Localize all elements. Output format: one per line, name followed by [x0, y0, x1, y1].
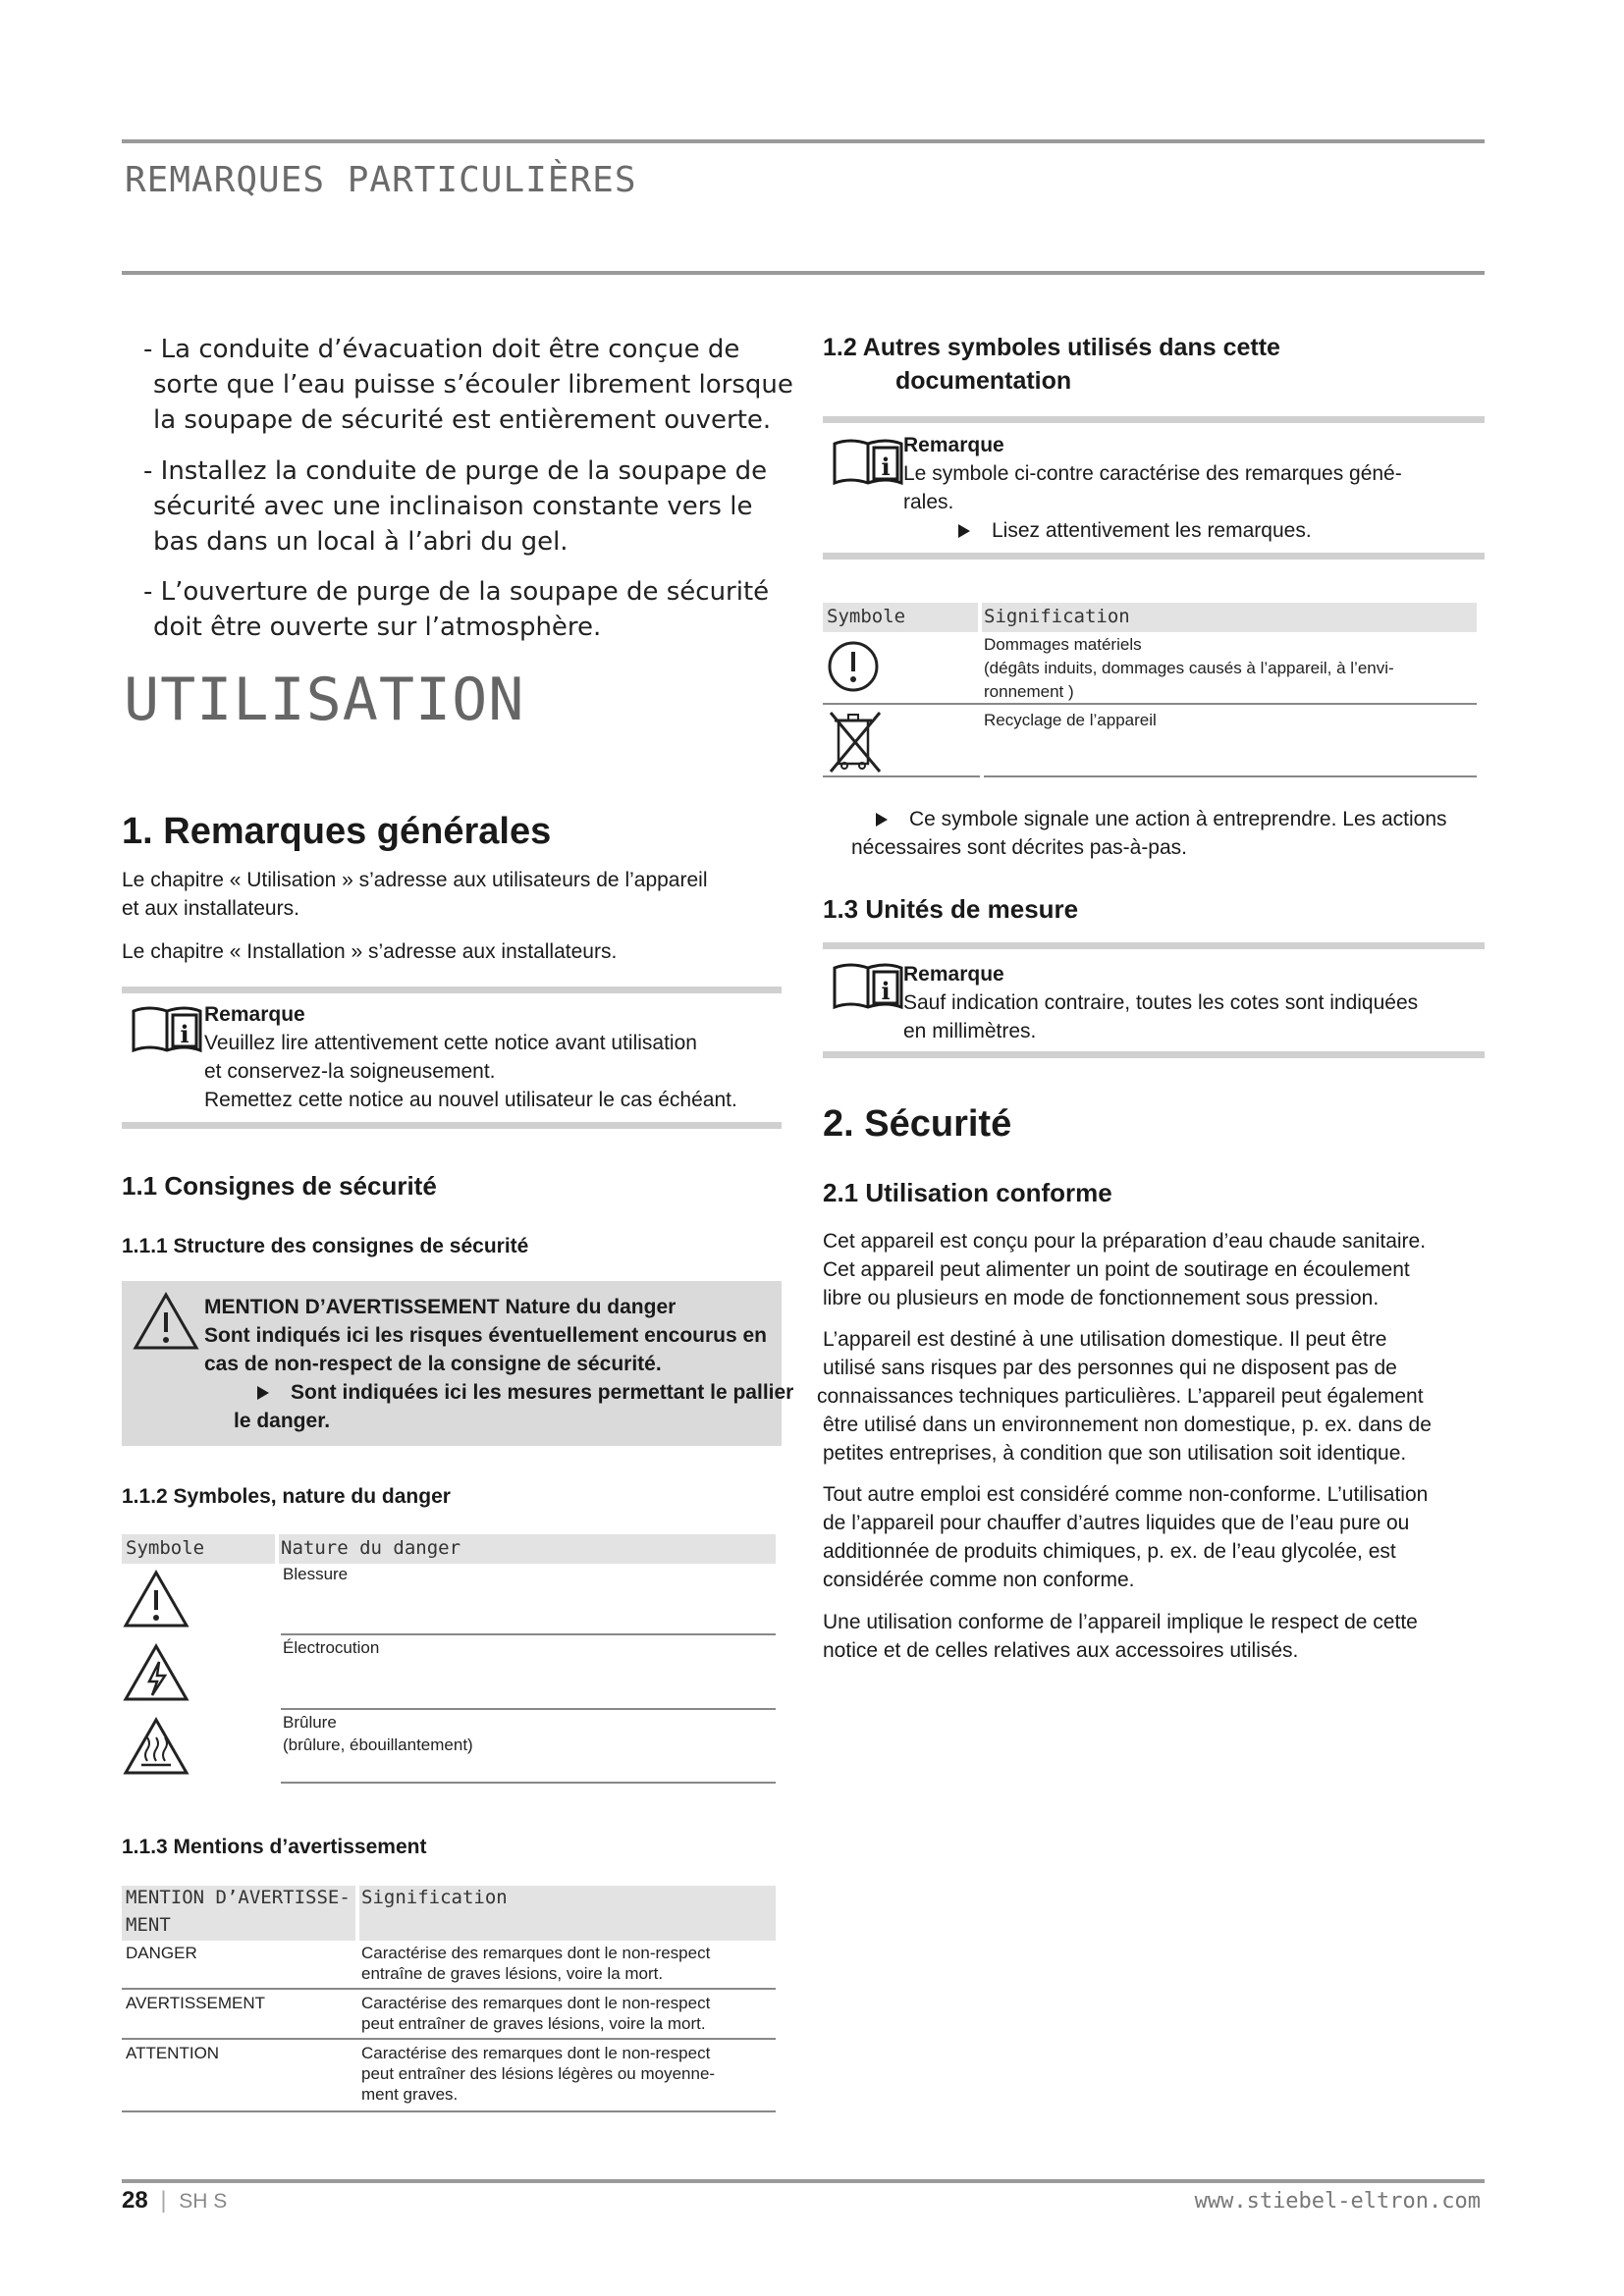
paragraph-line: Tout autre emploi est considéré comme non-conforme. L’utilisation [823, 1483, 1429, 1506]
bullet-line-6: bas dans un local à l’abri du gel. [153, 527, 568, 557]
paragraph-line: utilisé sans risques par des personnes qui ne disposent pas de [823, 1357, 1397, 1379]
note-line: Le symbole ci-contre caractérise des remarques géné- [903, 462, 1402, 485]
note-line: Remettez cette notice au nouvel utilisateur le cas échéant. [204, 1089, 737, 1111]
note-line: en millimètres. [903, 1020, 1037, 1042]
note-bottom-bar [122, 1122, 782, 1129]
svg-text:i: i [881, 977, 891, 1005]
heading-utilisation-conforme: 2.1 Utilisation conforme [823, 1178, 1112, 1207]
note-line: rales. [903, 491, 954, 513]
header-top-rule [122, 139, 1485, 143]
table-row-divider [823, 775, 980, 777]
warning-line: Sont indiqués ici les risques éventuellement encourus en [204, 1324, 767, 1347]
paragraph-line: Cet appareil peut alimenter un point de soutirage en écoulement [823, 1258, 1410, 1281]
paragraph-line: libre ou plusieurs en mode de fonctionnement sous pression. [823, 1287, 1380, 1309]
note-line: Veuillez lire attentivement cette notice avant utilisation [204, 1032, 697, 1054]
table-cell: Caractérise des remarques dont le non-respect [361, 1994, 711, 2012]
table-header-cell: Symbole [827, 606, 906, 627]
note-line: Sauf indication contraire, toutes les cotes sont indiquées [903, 991, 1419, 1014]
warning-action-line: Sont indiquées ici les mesures permettant le pallier [257, 1378, 793, 1407]
action-arrow-icon [876, 813, 888, 827]
warning-icon [132, 1291, 200, 1352]
paragraph-line: Le chapitre « Installation » s’adresse aux installateurs. [122, 940, 618, 963]
table-row-divider [122, 2110, 776, 2112]
utilisation-title: UTILISATION [124, 666, 525, 734]
table-cell: (dégâts induits, dommages causés à l’appareil, à l’envi- [984, 659, 1394, 677]
footer-separator: | [160, 2187, 167, 2214]
heading-unites-mesure: 1.3 Unités de mesure [823, 894, 1079, 924]
note-top-bar [823, 942, 1485, 949]
table-row-divider [281, 1782, 776, 1784]
header-bottom-rule [122, 271, 1485, 275]
table-cell: (brûlure, ébouillantement) [283, 1735, 473, 1754]
paragraph-line: et aux installateurs. [122, 897, 299, 920]
table-cell: Brûlure [283, 1713, 337, 1732]
table-row-divider [984, 775, 1477, 777]
bullet-line-8: doit être ouverte sur l’atmosphère. [153, 613, 602, 642]
page-number: 28 [122, 2187, 148, 2214]
table-cell: AVERTISSEMENT [126, 1994, 266, 2012]
bullet-line-7: - L’ouverture de purge de la soupape de sécurité [143, 577, 770, 607]
paragraph-line: nécessaires sont décrites pas-à-pas. [851, 836, 1187, 859]
paragraph-line: Une utilisation conforme de l’appareil implique le respect de cette [823, 1611, 1418, 1633]
heading-securite: 2. Sécurité [823, 1103, 1012, 1145]
table-cell: Blessure [283, 1565, 349, 1583]
heading-autres-symboles: 1.2 Autres symboles utilisés dans cette [823, 334, 1280, 361]
paragraph-line: petites entreprises, à condition que son utilisation soit identique. [823, 1442, 1407, 1465]
paragraph-line: additionnée de produits chimiques, p. ex. de l’eau glycolée, est [823, 1540, 1396, 1563]
info-book-icon [831, 958, 905, 1013]
note-title: Remarque [903, 434, 1004, 456]
table-row-divider [281, 1633, 776, 1635]
paragraph-line: considérée comme non conforme. [823, 1569, 1135, 1591]
table-header-cell: MENT [126, 1914, 171, 1936]
info-book-icon [831, 434, 905, 489]
note-bottom-bar [823, 1051, 1485, 1058]
heading-symboles-danger: 1.1.2 Symboles, nature du danger [122, 1485, 451, 1508]
footer-url[interactable]: www.stiebel-eltron.com [1194, 2189, 1481, 2214]
electrocution-icon [122, 1642, 190, 1703]
damage-icon [827, 640, 880, 693]
heading-mentions-avertissement: 1.1.3 Mentions d’avertissement [122, 1836, 427, 1858]
heading-remarques-generales: 1. Remarques générales [122, 811, 552, 852]
table-cell: Recyclage de l’appareil [984, 711, 1157, 729]
footer-model: SH S [179, 2190, 228, 2213]
info-book-icon [130, 1001, 204, 1056]
footer-rule [122, 2179, 1485, 2183]
paragraph-line: Cet appareil est conçu pour la préparation d’eau chaude sanitaire. [823, 1230, 1427, 1253]
paragraph-line: être utilisé dans un environnement non domestique, p. ex. dans de [823, 1414, 1432, 1436]
table-row-divider [823, 703, 1477, 705]
table-row-divider [122, 1988, 776, 1990]
table-header-divider [978, 603, 982, 632]
action-arrow-icon [257, 1386, 269, 1400]
paragraph-line: L’appareil est destiné à une utilisation domestique. Il peut être [823, 1328, 1387, 1351]
paragraph-line: Le chapitre « Utilisation » s’adresse aux utilisateurs de l’appareil [122, 869, 708, 891]
warning-line: cas de non-respect de la consigne de sécurité. [204, 1353, 662, 1375]
bullet-line-5: sécurité avec une inclinaison constante vers le [153, 492, 753, 521]
svg-text:i: i [881, 453, 891, 481]
table-cell: peut entraîner de graves lésions, voire la mort. [361, 2014, 706, 2033]
note-title: Remarque [903, 963, 1004, 986]
recycling-bin-icon [827, 709, 884, 775]
table-header-cell: Signification [984, 606, 1130, 627]
section-header-title: REMARQUES PARTICULIÈRES [125, 160, 637, 200]
table-header-cell: Symbole [126, 1537, 205, 1559]
table-cell: Caractérise des remarques dont le non-respect [361, 1944, 711, 1962]
heading-autres-symboles-cont: documentation [895, 367, 1072, 395]
action-symbol-line: Ce symbole signale une action à entreprendre. Les actions [876, 805, 1447, 833]
table-header-cell: Nature du danger [281, 1537, 461, 1559]
bullet-line-4: - Installez la conduite de purge de la soupape de [143, 456, 768, 486]
burn-icon [122, 1716, 190, 1777]
warning-icon [122, 1569, 190, 1629]
table-cell: ATTENTION [126, 2044, 220, 2062]
table-cell: DANGER [126, 1944, 197, 1962]
table-cell: Électrocution [283, 1638, 380, 1657]
table-cell: ronnement ) [984, 682, 1074, 701]
bullet-line-2: sorte que l’eau puisse s’écouler librement lorsque [153, 370, 793, 400]
table-cell: peut entraîner des lésions légères ou moyenne- [361, 2064, 716, 2083]
note-title: Remarque [204, 1003, 305, 1026]
note-action-line: Lisez attentivement les remarques. [958, 516, 1312, 545]
table-cell: ment graves. [361, 2085, 459, 2104]
note-top-bar [122, 987, 782, 993]
table-header-cell: Signification [361, 1887, 508, 1908]
heading-consignes-securite: 1.1 Consignes de sécurité [122, 1171, 437, 1201]
bullet-line-1: - La conduite d’évacuation doit être conçue de [143, 335, 740, 364]
warning-line: le danger. [234, 1410, 331, 1432]
note-top-bar [823, 416, 1485, 423]
table-header-divider [355, 1886, 359, 1941]
heading-structure-consignes: 1.1.1 Structure des consignes de sécurité [122, 1235, 529, 1257]
note-line: et conservez-la soigneusement. [204, 1060, 496, 1083]
table-row-divider [122, 2038, 776, 2040]
table-cell: Caractérise des remarques dont le non-respect [361, 2044, 711, 2062]
table-header-cell: MENTION D’AVERTISSE- [126, 1887, 351, 1908]
table-header-row [823, 603, 1477, 632]
paragraph-line: de l’appareil pour chauffer d’autres liquides que de l’eau pure ou [823, 1512, 1410, 1534]
table-row-divider [281, 1708, 776, 1710]
warning-title: MENTION D’AVERTISSEMENT Nature du danger [204, 1296, 677, 1318]
bullet-line-3: la soupape de sécurité est entièrement ouverte. [153, 405, 772, 435]
table-header-divider [275, 1534, 279, 1564]
paragraph-line: notice et de celles relatives aux accessoires utilisés. [823, 1639, 1299, 1662]
table-cell: entraîne de graves lésions, voire la mort. [361, 1964, 664, 1983]
action-arrow-icon [958, 524, 970, 538]
note-bottom-bar [823, 553, 1485, 560]
paragraph-line: connaissances techniques particulières. L’appareil peut également [817, 1385, 1424, 1408]
footer-page-info [122, 2187, 227, 2215]
svg-text:i: i [180, 1020, 189, 1048]
table-cell: Dommages matériels [984, 635, 1142, 654]
